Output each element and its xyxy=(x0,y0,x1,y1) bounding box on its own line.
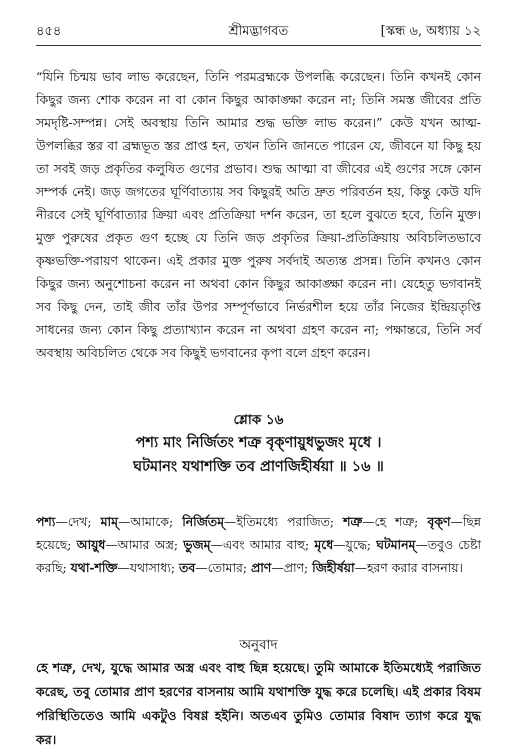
synonym-word: পশ্য xyxy=(36,514,56,529)
verse-heading: শ্লোক ১৬ xyxy=(233,412,284,428)
synonym-meaning: —তোমার; xyxy=(195,560,251,575)
synonym-word: ঘটমানম্ xyxy=(376,537,416,552)
synonym-meaning: —তবুও চেষ্টা করছি; xyxy=(36,537,481,575)
header-divider xyxy=(36,45,481,46)
synonym-meaning: —ছিন্ন হয়েছে; xyxy=(36,514,482,552)
synonym-meaning: —আমাকে; xyxy=(118,514,183,529)
synonym-meaning: —এবং আমার বাহু; xyxy=(210,537,315,552)
synonym-meaning: —হরণ করার বাসনায়। xyxy=(354,560,463,575)
synonym-meaning: —প্রাণ; xyxy=(271,560,313,575)
synonym-word: ভুজম্ xyxy=(183,537,211,552)
synonym-meaning: —ইতিমধ্যে পরাজিত; xyxy=(223,514,344,529)
verse-line-2: ঘটমানং যথাশক্তি তব প্রাণজিহীর্ষয়া ॥ ১৬ ॥ xyxy=(133,458,384,475)
purport-paragraph: “যিনি চিন্ময় ভাব লাভ করেছেন, তিনি পরমব্রহ্মকে উপলব্ধি করেছেন। তিনি কখনই কোন কিছুর জন্য শোক করেন না বা কোন কিছুর আকাঙ্ক্ষা করেন না; তিনি সমস্ত জীবের প্রতি সমদৃষ্টি-সম্পন্ন। সেই অবস্থায় তিনি আমার শুদ্ধ ভক্তি লাভ করেন।” কেউ যখন আত্ম-উপলব্ধির স্তর বা ব্রহ্মভূত স্তর প্রাপ্ত হন, তখন তিনি জানতে পারেন যে, জীবনে যা কিছু হয় তা সবই জড় প্রকৃতির কলুষিত গুণের প্রভাব। শুদ্ধ আত্মা বা জীবের এই গুণের সঙ্গে কোন সম্পর্ক নেই। জড় জগতের ঘূর্ণিবাত্যায় সব কিছুরই অতি দ্রুত পরিবর্তন হয়, কিন্তু কেউ যদি নীরবে সেই ঘূর্ণিবাত্যার ক্রিয়া এবং প্রতিক্রিয়া দর্শন করেন, তা হলে বুঝতে হবে, তিনি মুক্ত। মুক্ত পুরুষের প্রকৃত গুণ হচ্ছে যে তিনি জড় প্রকৃতির ক্রিয়া-প্রতিক্রিয়ায় অবিচলিতভাবে কৃষ্ণভক্তি-পরায়ণ থাকেন। এই প্রকার মুক্ত পুরুষ সর্বদাই অত্যন্ত প্রসন্ন। তিনি কখনও কোন কিছুর জন্য অনুশোচনা করেন না অথবা কোন কিছুর আকাঙ্ক্ষা করেন না। যেহেতু ভগবানই সব কিছু দেন, তাই জীব তাঁর উপর সম্পূর্ণভাবে নির্ভরশীল হয়ে তাঁর নিজের ইন্দ্রিয়তৃপ্তি সাধনের জন্য কোন কিছু প্রত্যাখ্যান করেন না অথবা গ্রহণ করেন না; পক্ষান্তরে, তিনি সর্ব অবস্থায় অবিচলিত থেকে সব কিছুই ভগবানের কৃপা বলে গ্রহণ করেন। xyxy=(36,69,481,360)
synonym-word: মৃধে xyxy=(314,537,334,552)
page-header xyxy=(36,22,481,42)
synonym-word: জিহীর্ষয়া xyxy=(312,560,355,575)
synonym-word: যথা-শক্তি xyxy=(70,560,118,575)
synonym-meaning: —যথাসাধ্য; xyxy=(117,560,180,575)
synonym-word: মাম্ xyxy=(100,514,119,529)
synonym-meaning: —যুদ্ধে; xyxy=(333,537,377,552)
translation-heading: অনুবাদ xyxy=(239,637,278,653)
synonym-meaning: —হে শত্রু; xyxy=(362,514,428,529)
synonym-meaning: —দেখ; xyxy=(55,514,101,529)
synonym-word: প্রাণ xyxy=(250,560,272,575)
verse-line-1: পশ্য মাং নির্জিতং শত্রু বৃক্ণায়ুধভুজং মৃধে । xyxy=(135,434,382,451)
synonym-word: শত্রু xyxy=(343,514,363,529)
synonym-word: নির্জিতম্ xyxy=(182,514,224,529)
word-for-word-synonyms xyxy=(36,510,481,579)
book-title: শ্রীমদ্ভাগবত xyxy=(228,24,289,39)
translation-text: হে শত্রু, দেখ, যুদ্ধে আমার অস্ত্র এবং বাহু ছিন্ন হয়েছে। তুমি আমাকে ইতিমধ্যেই পরাজিত করেছ, তবু তোমার প্রাণ হরণের বাসনায় আমি যথাশক্তি যুদ্ধ করে চলেছি। এই প্রকার বিষম পরিস্থিতিতেও আমি একটুও বিষণ্ণ হইনি। অতএব তুমিও তোমার বিষাদ ত্যাগ করে যুদ্ধ কর। xyxy=(36,660,481,747)
purport-section xyxy=(36,65,481,364)
synonym-word: আয়ুধ xyxy=(76,537,106,552)
page-number: ৪৫৪ xyxy=(36,24,62,39)
synonym-word: বৃক্ণ xyxy=(427,514,451,529)
chapter-reference: [স্কন্ধ ৬, অধ্যায় ১২ xyxy=(380,24,481,39)
sanskrit-verse xyxy=(30,431,487,479)
synonym-meaning: —আমার অস্ত্র; xyxy=(105,537,184,552)
synonym-word: তব xyxy=(179,560,196,575)
